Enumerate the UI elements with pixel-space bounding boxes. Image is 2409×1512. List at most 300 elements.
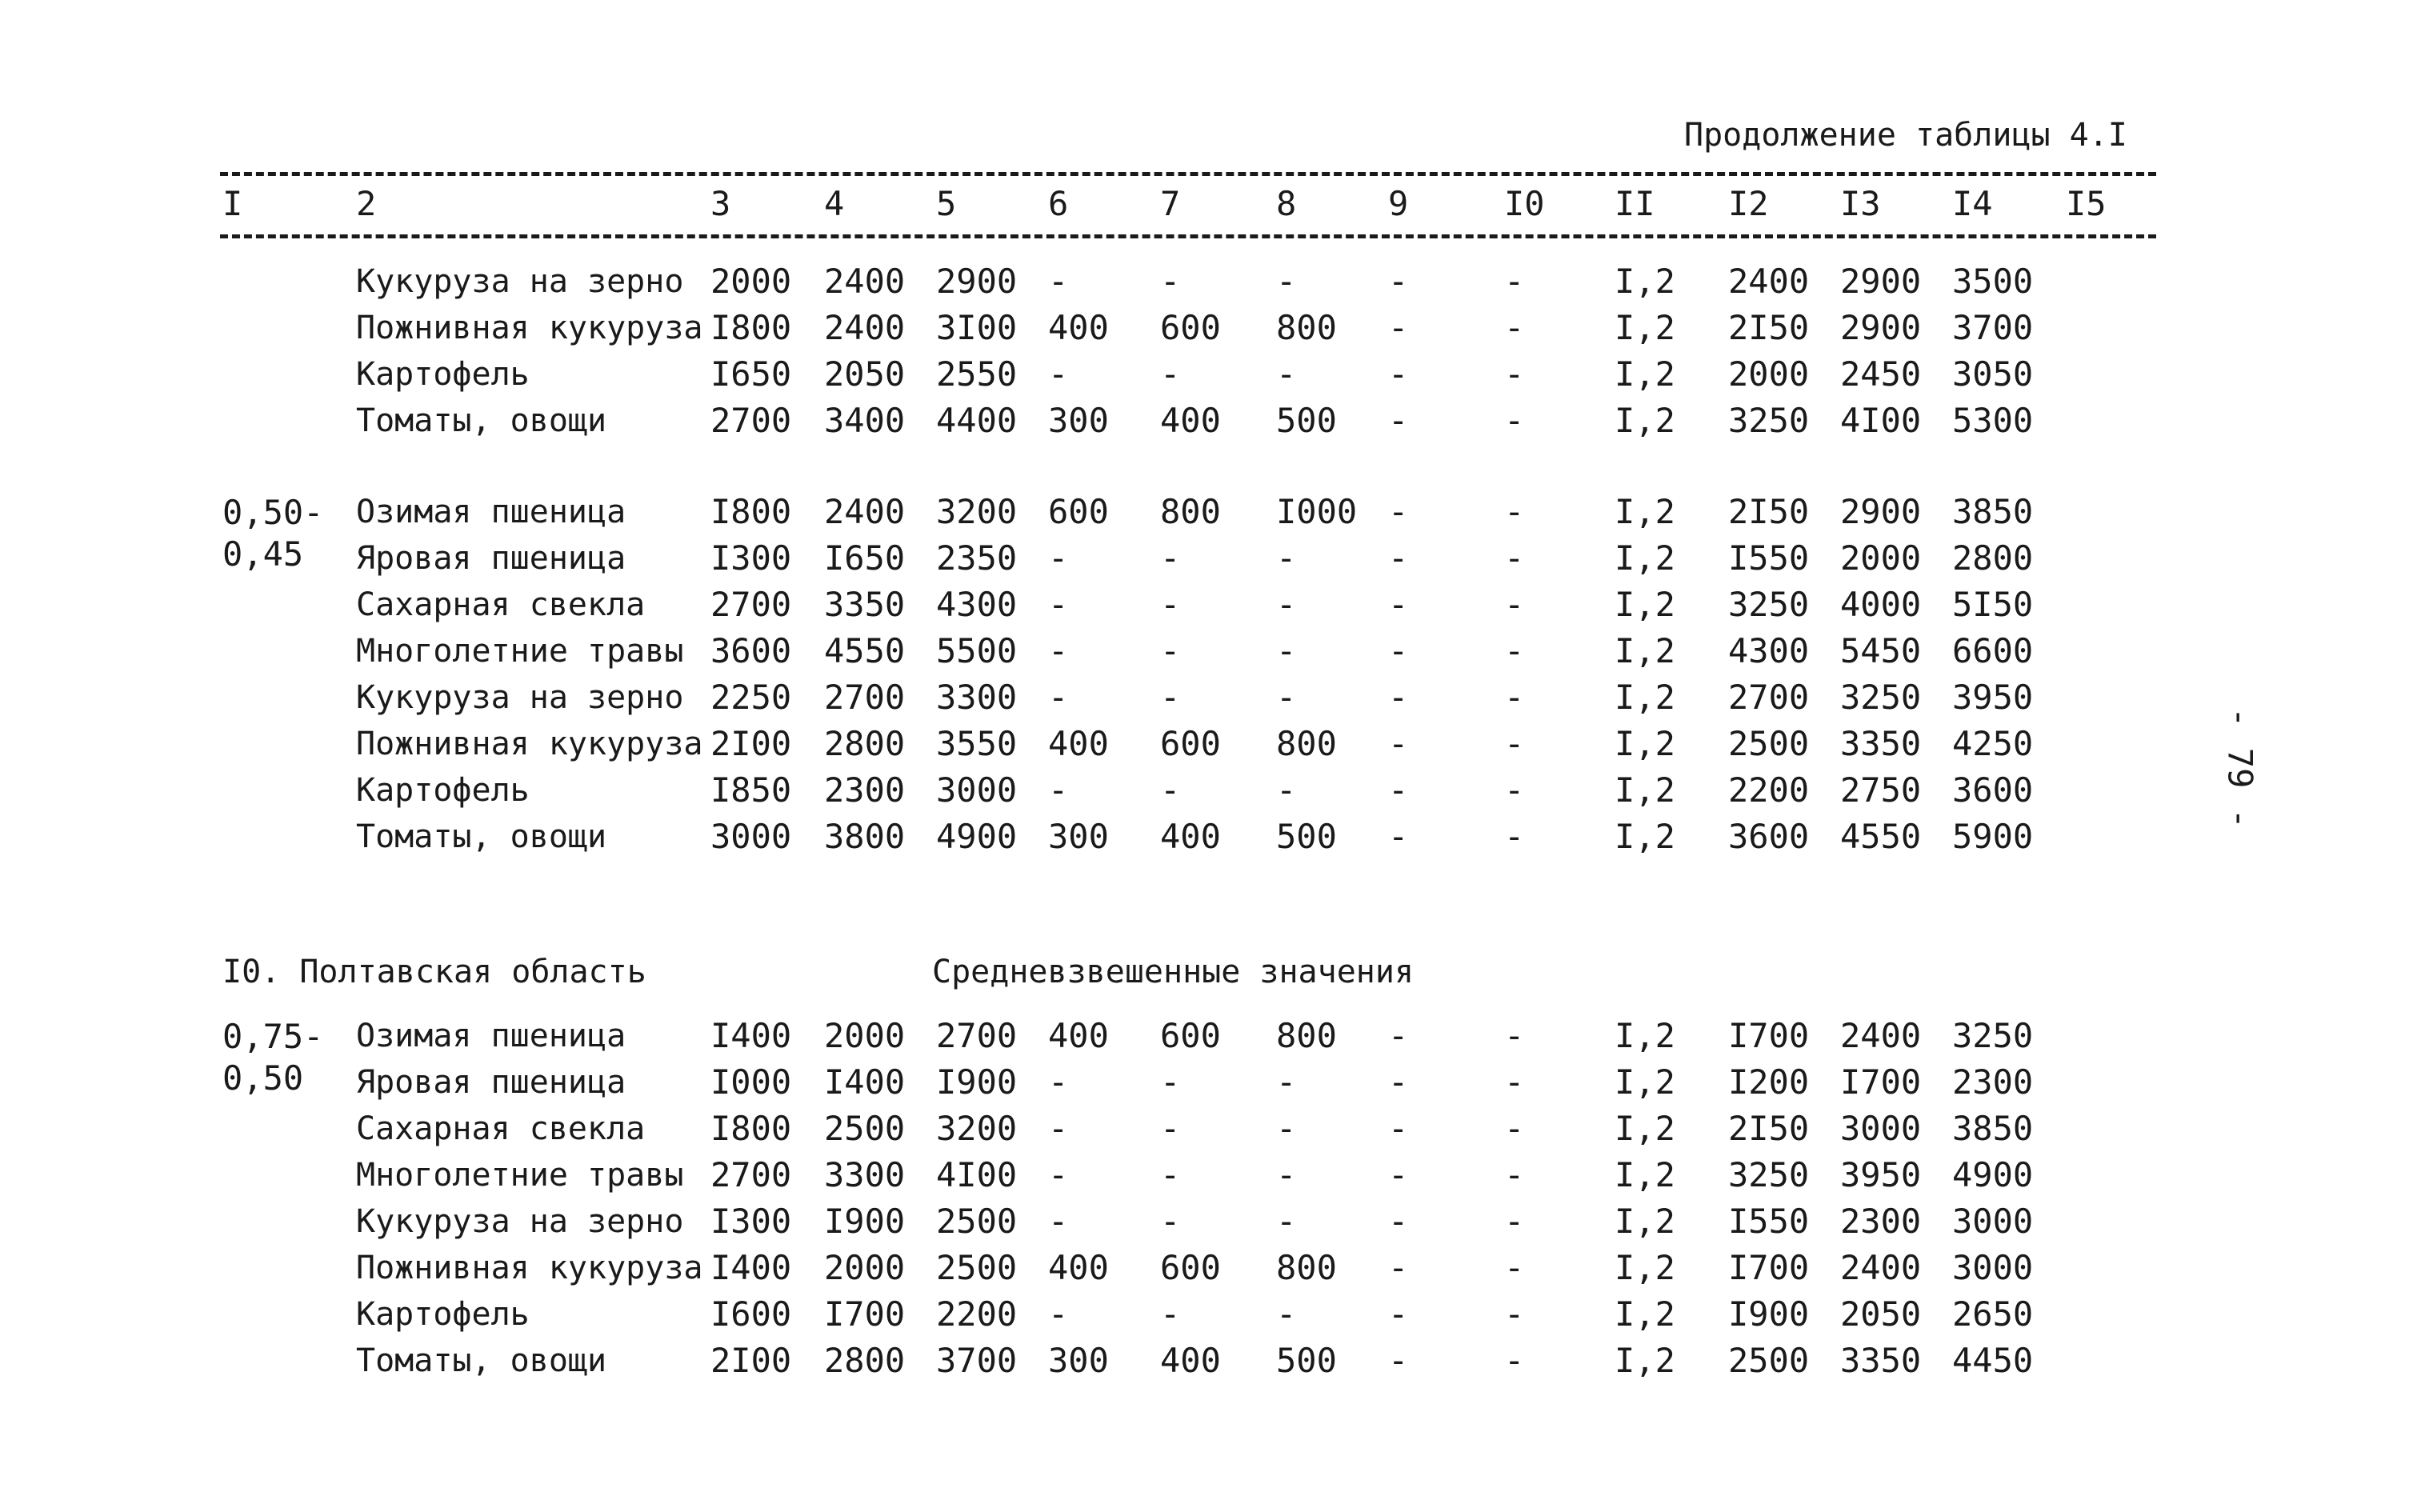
table-cell: 3600 — [710, 631, 792, 670]
table-cell: - — [1504, 1109, 1525, 1148]
table-cell: 4550 — [824, 631, 906, 670]
column-header: 4 — [824, 184, 845, 223]
table-cell: - — [1276, 1294, 1297, 1334]
page-number: - 79 - — [2220, 707, 2260, 829]
crop-name: Картофель — [356, 772, 530, 809]
table-row — [0, 724, 2409, 764]
crop-name: Сахарная свекла — [356, 586, 646, 623]
table-cell: - — [1160, 538, 1181, 578]
table-cell: - — [1388, 262, 1409, 301]
table-row — [0, 401, 2409, 441]
table-cell: 2550 — [936, 354, 1018, 394]
table-cell: - — [1388, 770, 1409, 810]
table-cell: 300 — [1048, 817, 1109, 856]
table-cell: 2350 — [936, 538, 1018, 578]
table-cell: 3600 — [1728, 817, 1810, 856]
crop-name: Многолетние травы — [356, 1157, 684, 1194]
table-cell: - — [1048, 354, 1069, 394]
table-cell: 3950 — [1952, 678, 2034, 717]
table-cell: - — [1160, 1062, 1181, 1102]
table-cell: 2200 — [936, 1294, 1018, 1334]
table-cell: - — [1276, 1155, 1297, 1194]
table-cell: - — [1504, 817, 1525, 856]
table-cell: 600 — [1160, 724, 1221, 763]
table-cell: 2400 — [824, 308, 906, 347]
table-cell: 2400 — [1728, 262, 1810, 301]
table-cell: I400 — [824, 1062, 906, 1102]
table-cell: 2200 — [1728, 770, 1810, 810]
table-cell: - — [1160, 1155, 1181, 1194]
crop-name: Пожнивная кукуруза — [356, 1250, 703, 1286]
table-cell: 800 — [1276, 308, 1337, 347]
table-cell: - — [1048, 1294, 1069, 1334]
table-cell: 800 — [1276, 1248, 1337, 1287]
table-cell: 3300 — [824, 1155, 906, 1194]
table-cell: I,2 — [1615, 1109, 1675, 1148]
table-row — [0, 262, 2409, 302]
table-cell: - — [1048, 770, 1069, 810]
table-cell: - — [1504, 354, 1525, 394]
table-cell: - — [1160, 1202, 1181, 1241]
table-cell: 2300 — [1840, 1202, 1922, 1241]
table-cell: 600 — [1160, 1016, 1221, 1055]
table-cell: - — [1388, 678, 1409, 717]
table-cell: - — [1388, 585, 1409, 624]
table-cell: - — [1048, 678, 1069, 717]
table-cell: - — [1048, 585, 1069, 624]
table-cell: - — [1048, 1109, 1069, 1148]
column-header: 9 — [1388, 184, 1409, 223]
table-cell: - — [1388, 308, 1409, 347]
table-row — [0, 817, 2409, 857]
table-cell: I800 — [710, 1109, 792, 1148]
table-row — [0, 492, 2409, 532]
table-cell: - — [1504, 492, 1525, 531]
table-cell: - — [1504, 1202, 1525, 1241]
table-cell: 3300 — [936, 678, 1018, 717]
table-cell: 2I50 — [1728, 1109, 1810, 1148]
table-cell: - — [1504, 538, 1525, 578]
table-cell: 500 — [1276, 401, 1337, 440]
table-cell: 5900 — [1952, 817, 2034, 856]
table-cell: I300 — [710, 1202, 792, 1241]
table-row — [0, 585, 2409, 625]
table-row — [0, 1155, 2409, 1195]
table-cell: - — [1504, 1062, 1525, 1102]
table-cell: - — [1048, 1202, 1069, 1241]
crop-name: Озимая пшеница — [356, 1018, 626, 1054]
crop-name: Пожнивная кукуруза — [356, 310, 703, 346]
table-row — [0, 1248, 2409, 1288]
table-cell: 2650 — [1952, 1294, 2034, 1334]
column-header: I — [222, 184, 243, 223]
table-cell: - — [1276, 1062, 1297, 1102]
table-cell: I,2 — [1615, 1202, 1675, 1241]
table-cell: I000 — [710, 1062, 792, 1102]
table-cell: - — [1504, 770, 1525, 810]
table-cell: I,2 — [1615, 1016, 1675, 1055]
section-subtitle: Средневзвешенные значения — [932, 954, 1415, 990]
column-header: 6 — [1048, 184, 1069, 223]
table-cell: I400 — [710, 1248, 792, 1287]
section-title: I0. Полтавская область — [222, 954, 646, 990]
table-cell: 2700 — [936, 1016, 1018, 1055]
table-cell: I650 — [710, 354, 792, 394]
table-cell: 2300 — [824, 770, 906, 810]
table-cell: 3250 — [1728, 585, 1810, 624]
table-row — [0, 1294, 2409, 1334]
table-cell: 300 — [1048, 1341, 1109, 1380]
header-rule-bottom — [220, 234, 2156, 238]
table-cell: - — [1504, 401, 1525, 440]
table-cell: 2000 — [824, 1016, 906, 1055]
table-cell: 5300 — [1952, 401, 2034, 440]
table-cell: - — [1504, 262, 1525, 301]
table-cell: 2050 — [824, 354, 906, 394]
table-cell: - — [1160, 631, 1181, 670]
table-cell: - — [1388, 631, 1409, 670]
table-cell: - — [1504, 631, 1525, 670]
table-cell: I,2 — [1615, 1294, 1675, 1334]
table-cell: 2400 — [824, 492, 906, 531]
table-cell: 2500 — [824, 1109, 906, 1148]
table-cell: 2I50 — [1728, 308, 1810, 347]
table-cell: 2000 — [710, 262, 792, 301]
table-cell: - — [1388, 1341, 1409, 1380]
table-cell: 3250 — [1840, 678, 1922, 717]
table-cell: 3200 — [936, 492, 1018, 531]
crop-name: Кукуруза на зерно — [356, 1203, 684, 1240]
crop-name: Озимая пшеница — [356, 494, 626, 530]
crop-name: Яровая пшеница — [356, 540, 626, 577]
table-row — [0, 770, 2409, 810]
column-header: 8 — [1276, 184, 1297, 223]
table-cell: 3000 — [710, 817, 792, 856]
table-cell: 4I00 — [1840, 401, 1922, 440]
table-cell: 500 — [1276, 817, 1337, 856]
table-cell: I,2 — [1615, 401, 1675, 440]
crop-name: Сахарная свекла — [356, 1110, 646, 1147]
table-cell: I,2 — [1615, 817, 1675, 856]
table-cell: - — [1276, 585, 1297, 624]
table-cell: 800 — [1276, 724, 1337, 763]
table-cell: 4400 — [936, 401, 1018, 440]
table-cell: I,2 — [1615, 724, 1675, 763]
table-row — [0, 354, 2409, 394]
table-cell: 3800 — [824, 817, 906, 856]
table-cell: 2400 — [1840, 1248, 1922, 1287]
table-cell: - — [1504, 585, 1525, 624]
table-cell: 4300 — [1728, 631, 1810, 670]
table-cell: 800 — [1160, 492, 1221, 531]
table-cell: 3850 — [1952, 1109, 2034, 1148]
table-cell: 4300 — [936, 585, 1018, 624]
table-cell: - — [1160, 585, 1181, 624]
table-cell: 2300 — [1952, 1062, 2034, 1102]
table-cell: - — [1504, 308, 1525, 347]
table-cell: 400 — [1160, 401, 1221, 440]
table-cell: 500 — [1276, 1341, 1337, 1380]
table-cell: - — [1388, 1248, 1409, 1287]
table-cell: 3350 — [1840, 724, 1922, 763]
table-cell: I800 — [710, 492, 792, 531]
table-cell: 3200 — [936, 1109, 1018, 1148]
table-cell: 4450 — [1952, 1341, 2034, 1380]
table-cell: 2400 — [824, 262, 906, 301]
table-cell: 2750 — [1840, 770, 1922, 810]
table-cell: 2700 — [710, 1155, 792, 1194]
table-cell: - — [1388, 724, 1409, 763]
table-cell: 4900 — [1952, 1155, 2034, 1194]
range-label: 0,50- 0,45 — [222, 493, 324, 574]
table-cell: - — [1048, 1062, 1069, 1102]
column-header: I2 — [1728, 184, 1769, 223]
table-cell: I550 — [1728, 1202, 1810, 1241]
table-cell: - — [1504, 1016, 1525, 1055]
table-cell: - — [1388, 354, 1409, 394]
table-cell: I850 — [710, 770, 792, 810]
table-cell: 400 — [1160, 817, 1221, 856]
table-cell: I,2 — [1615, 1062, 1675, 1102]
table-cell: - — [1160, 770, 1181, 810]
table-cell: - — [1276, 1202, 1297, 1241]
table-cell: I,2 — [1615, 1248, 1675, 1287]
table-cell: 2I00 — [710, 1341, 792, 1380]
table-cell: 2700 — [824, 678, 906, 717]
table-cell: - — [1388, 492, 1409, 531]
table-cell: 2500 — [1728, 1341, 1810, 1380]
table-cell: I,2 — [1615, 585, 1675, 624]
table-cell: 2I00 — [710, 724, 792, 763]
table-cell: I200 — [1728, 1062, 1810, 1102]
table-row — [0, 1016, 2409, 1056]
table-cell: 2450 — [1840, 354, 1922, 394]
table-cell: 4I00 — [936, 1155, 1018, 1194]
table-cell: - — [1504, 1341, 1525, 1380]
table-cell: 3550 — [936, 724, 1018, 763]
crop-name: Кукуруза на зерно — [356, 263, 684, 300]
table-cell: I900 — [1728, 1294, 1810, 1334]
table-cell: I300 — [710, 538, 792, 578]
table-cell: 2500 — [1728, 724, 1810, 763]
crop-name: Кукуруза на зерно — [356, 679, 684, 716]
table-row — [0, 1109, 2409, 1149]
table-cell: 300 — [1048, 401, 1109, 440]
column-header: 5 — [936, 184, 957, 223]
table-cell: - — [1276, 262, 1297, 301]
column-header-row — [0, 184, 2409, 224]
table-cell: 400 — [1048, 1248, 1109, 1287]
table-cell: 400 — [1048, 308, 1109, 347]
table-cell: I800 — [710, 308, 792, 347]
table-cell: - — [1160, 354, 1181, 394]
crop-name: Томаты, овощи — [356, 818, 607, 855]
table-cell: 2250 — [710, 678, 792, 717]
table-row — [0, 631, 2409, 671]
table-cell: - — [1276, 354, 1297, 394]
table-cell: 400 — [1160, 1341, 1221, 1380]
table-cell: 2I50 — [1728, 492, 1810, 531]
column-header: 2 — [356, 184, 377, 223]
table-caption: Продолжение таблицы 4.I — [1684, 117, 2127, 154]
table-cell: I,2 — [1615, 770, 1675, 810]
table-cell: 6600 — [1952, 631, 2034, 670]
header-rule-top — [220, 172, 2156, 176]
crop-name: Картофель — [356, 1296, 530, 1333]
table-cell: 600 — [1048, 492, 1109, 531]
table-cell: 3350 — [824, 585, 906, 624]
table-cell: 400 — [1048, 1016, 1109, 1055]
table-cell: 2800 — [824, 1341, 906, 1380]
table-cell: 3050 — [1952, 354, 2034, 394]
table-cell: I700 — [824, 1294, 906, 1334]
column-header: I4 — [1952, 184, 1993, 223]
table-cell: 5500 — [936, 631, 1018, 670]
table-cell: 4550 — [1840, 817, 1922, 856]
table-cell: I700 — [1728, 1248, 1810, 1287]
table-cell: - — [1388, 401, 1409, 440]
table-cell: 2500 — [936, 1248, 1018, 1287]
table-cell: 2000 — [1840, 538, 1922, 578]
table-cell: I,2 — [1615, 1155, 1675, 1194]
table-cell: I900 — [936, 1062, 1018, 1102]
table-cell: 3950 — [1840, 1155, 1922, 1194]
table-cell: 3400 — [824, 401, 906, 440]
table-cell: - — [1388, 1155, 1409, 1194]
table-cell: I,2 — [1615, 678, 1675, 717]
table-cell: - — [1504, 1294, 1525, 1334]
table-cell: 4000 — [1840, 585, 1922, 624]
table-cell: - — [1504, 724, 1525, 763]
table-cell: 2800 — [824, 724, 906, 763]
table-cell: - — [1276, 538, 1297, 578]
table-cell: 3250 — [1728, 1155, 1810, 1194]
table-cell: - — [1388, 538, 1409, 578]
table-cell: 2400 — [1840, 1016, 1922, 1055]
table-cell: I,2 — [1615, 631, 1675, 670]
table-cell: I650 — [824, 538, 906, 578]
table-cell: - — [1388, 1109, 1409, 1148]
crop-name: Картофель — [356, 356, 530, 393]
table-cell: I,2 — [1615, 354, 1675, 394]
table-cell: - — [1276, 631, 1297, 670]
table-cell: - — [1048, 262, 1069, 301]
table-cell: 2900 — [1840, 492, 1922, 531]
table-cell: 2700 — [710, 585, 792, 624]
table-cell: 2900 — [1840, 308, 1922, 347]
table-cell: - — [1388, 1062, 1409, 1102]
table-cell: 3250 — [1728, 401, 1810, 440]
table-cell: 3000 — [1840, 1109, 1922, 1148]
column-header: I5 — [2066, 184, 2107, 223]
table-cell: 3I00 — [936, 308, 1018, 347]
table-row — [0, 1062, 2409, 1102]
table-cell: I900 — [824, 1202, 906, 1241]
table-row — [0, 678, 2409, 718]
table-cell: I,2 — [1615, 1341, 1675, 1380]
table-cell: I550 — [1728, 538, 1810, 578]
table-cell: I,2 — [1615, 308, 1675, 347]
table-cell: 2800 — [1952, 538, 2034, 578]
column-header: 3 — [710, 184, 731, 223]
table-cell: - — [1504, 1155, 1525, 1194]
table-cell: - — [1160, 1294, 1181, 1334]
table-cell: 4250 — [1952, 724, 2034, 763]
table-cell: 2900 — [936, 262, 1018, 301]
table-cell: - — [1160, 262, 1181, 301]
table-cell: I700 — [1728, 1016, 1810, 1055]
table-cell: - — [1048, 631, 1069, 670]
table-cell: 2500 — [936, 1202, 1018, 1241]
table-cell: I,2 — [1615, 538, 1675, 578]
table-row — [0, 308, 2409, 348]
table-cell: I,2 — [1615, 262, 1675, 301]
table-cell: - — [1504, 678, 1525, 717]
table-cell: - — [1048, 1155, 1069, 1194]
table-cell: 5450 — [1840, 631, 1922, 670]
table-cell: 3350 — [1840, 1341, 1922, 1380]
table-cell: - — [1276, 1109, 1297, 1148]
table-cell: 2050 — [1840, 1294, 1922, 1334]
table-cell: I700 — [1840, 1062, 1922, 1102]
table-cell: - — [1388, 1202, 1409, 1241]
table-cell: 4900 — [936, 817, 1018, 856]
table-cell: I,2 — [1615, 492, 1675, 531]
column-header: 7 — [1160, 184, 1181, 223]
range-label: 0,75- 0,50 — [222, 1017, 324, 1098]
table-cell: 3850 — [1952, 492, 2034, 531]
table-row — [0, 1202, 2409, 1242]
table-cell: 3500 — [1952, 262, 2034, 301]
table-cell: 600 — [1160, 1248, 1221, 1287]
table-cell: - — [1388, 1016, 1409, 1055]
table-cell: 3700 — [936, 1341, 1018, 1380]
table-cell: 3700 — [1952, 308, 2034, 347]
table-cell: I000 — [1276, 492, 1358, 531]
table-cell: 3000 — [936, 770, 1018, 810]
table-cell: 3600 — [1952, 770, 2034, 810]
table-cell: 2700 — [710, 401, 792, 440]
table-cell: - — [1504, 1248, 1525, 1287]
table-cell: 5I50 — [1952, 585, 2034, 624]
table-cell: - — [1160, 1109, 1181, 1148]
table-cell: 2000 — [824, 1248, 906, 1287]
table-cell: - — [1276, 770, 1297, 810]
table-cell: 400 — [1048, 724, 1109, 763]
table-cell: - — [1388, 1294, 1409, 1334]
table-cell: - — [1276, 678, 1297, 717]
table-cell: - — [1048, 538, 1069, 578]
table-row — [0, 538, 2409, 578]
table-cell: I600 — [710, 1294, 792, 1334]
table-cell: - — [1160, 678, 1181, 717]
table-cell: 2000 — [1728, 354, 1810, 394]
table-cell: 3000 — [1952, 1202, 2034, 1241]
table-cell: 800 — [1276, 1016, 1337, 1055]
crop-name: Многолетние травы — [356, 633, 684, 670]
table-cell: 3250 — [1952, 1016, 2034, 1055]
crop-name: Яровая пшеница — [356, 1064, 626, 1101]
column-header: I3 — [1840, 184, 1881, 223]
table-row — [0, 1341, 2409, 1381]
table-cell: 3000 — [1952, 1248, 2034, 1287]
table-cell: 2700 — [1728, 678, 1810, 717]
table-cell: I400 — [710, 1016, 792, 1055]
table-cell: 600 — [1160, 308, 1221, 347]
table-cell: 2900 — [1840, 262, 1922, 301]
column-header: I0 — [1504, 184, 1545, 223]
crop-name: Томаты, овощи — [356, 1342, 607, 1379]
